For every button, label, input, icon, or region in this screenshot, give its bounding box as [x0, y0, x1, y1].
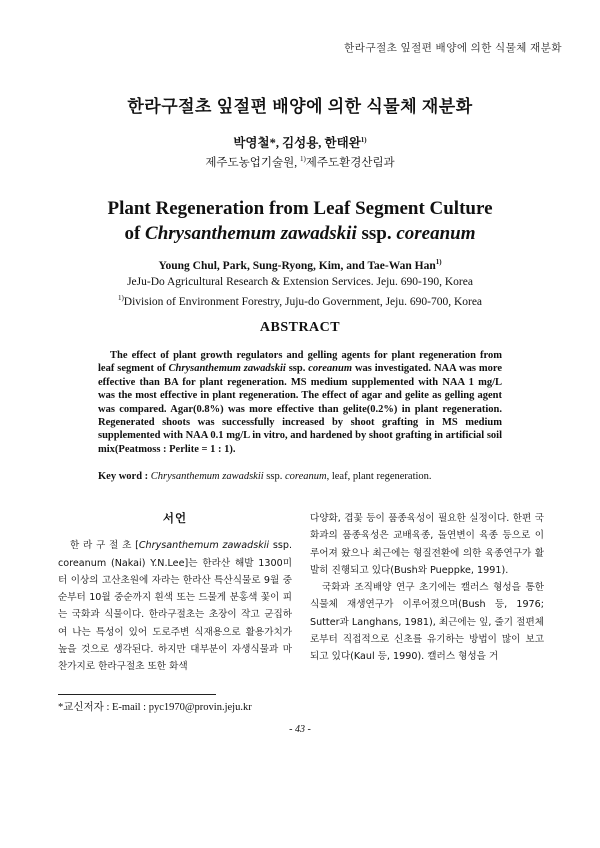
- keyword-species: Chrysanthemum zawadskii: [150, 471, 264, 482]
- intro-left-species: Chrysanthemum zawadskii: [138, 540, 270, 552]
- korean-title: 한라구절초 잎절편 배양에 의한 식물체 재분화: [127, 97, 473, 116]
- intro-right-column: [310, 510, 544, 666]
- korean-affil-sup: 1): [299, 155, 306, 164]
- abstract-heading: ABSTRACT: [259, 320, 341, 335]
- keyword-rest: , leaf, plant regeneration.: [326, 471, 432, 482]
- corresponding-author-footnote: *교신저자 : E-mail : pyc1970@provin.jeju.kr: [58, 702, 252, 713]
- abstract-part3: was investigated. NAA was more effective than BA for plant regeneration. MS medium supplemented with NAA 1 mg/L was the most effective in plant regeneration. The effect of agar and gelite as gelling agent was compared. Agar(0.8%) was more effective than gelite(0.2%) in plant regeneration. Regenerated shoots was successfully increased by shoot grafting in MS medium supplemented with NAA 0.1 mg/L in vitro, and hardened by shoot grafting in artificial soil mix(Peatmoss : Perlite = 1 : 1).: [98, 363, 502, 455]
- english-title-prefix: of: [124, 223, 146, 244]
- keyword-label: Key word :: [98, 471, 151, 482]
- intro-heading: 서언: [162, 511, 188, 525]
- english-affil-1: JeJu-Do Agricultural Research & Extension Services. Jeju. 690-190, Korea: [127, 276, 473, 288]
- english-affil-2: Division of Environment Forestry, Juju-do Government, Jeju. 690-700, Korea: [123, 295, 483, 308]
- korean-author-sup: 1): [360, 135, 367, 144]
- korean-authors: [40, 133, 560, 151]
- korean-affiliations: [40, 154, 560, 170]
- keyword-ssp: ssp.: [263, 471, 285, 482]
- korean-author-names: 박영철*, 김성용, 한태완: [233, 136, 361, 150]
- english-affil-2-sup: 1): [117, 294, 124, 302]
- english-author-sup: 1): [435, 258, 442, 266]
- intro-right-paragraph-2: 국화과 조직배양 연구 초기에는 캘러스 형성을 통한 식물체 재생연구가 이루어졌으며(Bush 등, 1976; Sutter과 Langhans, 1981), 최근에는 잎, 줄기 절편체로부터 직접적으로 신초를 유기하는 방법이 많이 보고 되고 있다(Kaul 등, 1990). 캘러스 형성을 거: [310, 582, 544, 663]
- keyword-subsp: coreanum: [284, 471, 327, 482]
- abstract-body: [98, 349, 502, 456]
- intro-right-paragraph-1: 다양화, 겹꽃 등이 품종육성이 필요한 실정이다. 한편 국화과의 품종육성은 교배육종, 돌연변이 육종 등으로 이루어져 왔으나 최근에는 형질전환에 의한 육종연구가 활발히 진행되고 있다(Bush와 Pueppke, 1991).: [310, 513, 544, 576]
- abstract-species: Chrysanthemum zawadskii: [168, 363, 286, 375]
- english-title-line1: Plant Regeneration from Leaf Segment Culture: [107, 198, 493, 219]
- intro-left-a: 한 라 구 절 초 [: [70, 540, 139, 552]
- korean-affil-1: 제주도농업기술원,: [205, 157, 298, 169]
- abstract-part1: The effect of plant growth regulators and gelling agents for plant regeneration from leaf segment of: [98, 350, 502, 375]
- intro-left-paragraph: [58, 537, 292, 675]
- english-author-names: Young Chul, Park, Sung-Ryong, Kim, and Tae-Wan Han: [158, 259, 436, 272]
- intro-left-b: ssp. coreanum (Nakai) Y.N.Lee]는 한라산 해발 1300미터 이상의 고산초원에 자라는 한라산 특산식물로 9월 중순부터 10월 중순까지 흰색 또는 드물게 분홍색 꽃이 피는 국화과 식물이다. 한라구절초는 초장이 작고 군집하여 나는 특성이 있어 도로주변 식재용으로 활용가치가 높을 것으로 생각된다. 하지만 대부분이 자생식물과 마찬가지로 한라구절초 또한 화색: [58, 540, 292, 673]
- keywords: [98, 471, 518, 482]
- english-authors: [40, 258, 560, 272]
- english-affiliations: [40, 274, 560, 310]
- abstract-subsp: coreanum: [308, 363, 353, 375]
- english-title-ssp: ssp.: [356, 223, 397, 244]
- intro-left-column: [58, 510, 292, 676]
- english-title-subsp: coreanum: [396, 223, 476, 244]
- page-number: - 43 -: [289, 724, 311, 735]
- footnote-divider: [58, 694, 216, 695]
- english-title: [40, 196, 560, 246]
- english-title-genus: Chrysanthemum zawadskii: [145, 223, 357, 244]
- korean-affil-2: 제주도환경산림과: [305, 157, 395, 169]
- abstract-part2: ssp.: [285, 363, 309, 375]
- english-title-line2: [40, 221, 560, 246]
- english-affil-2-line: [40, 290, 560, 310]
- running-head: 한라구절초 잎절편 배양에 의한 식물체 재분화: [344, 43, 562, 54]
